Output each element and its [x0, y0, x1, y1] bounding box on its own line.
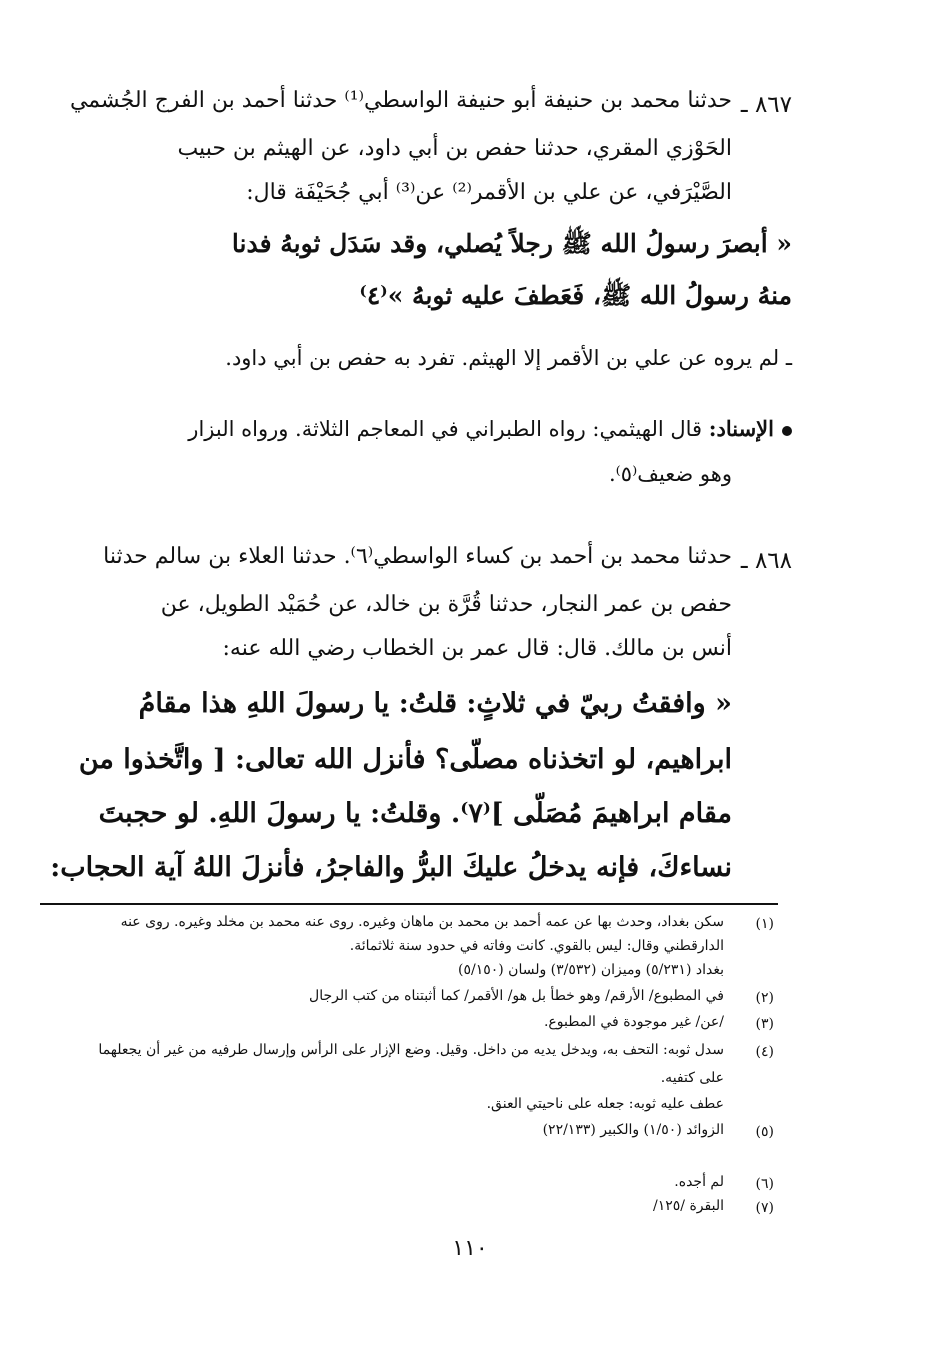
- footnote-number: (٦): [755, 1176, 774, 1192]
- isnad-grading-cont: وهو ضعيف⁽٥⁾.: [608, 462, 732, 486]
- footnote-number: (٥): [755, 1124, 774, 1140]
- page-number: ١١٠: [452, 1236, 488, 1261]
- footnote-line: على كتفيه.: [660, 1070, 724, 1086]
- isnad-line: الصَّيْرَفي، عن علي بن الأقمر⁽²⁾ عن⁽³⁾ أبي جُحَيْفَة قال:: [246, 180, 732, 205]
- footnote-line: سكن بغداد، وحدث بها عن عمه أحمد بن محمد بن ماهان وغيره. روى عنه محمد بن مخلد وغيره. روى عنه: [120, 914, 724, 930]
- hadith-number: ٨٦٨ ـ: [740, 548, 792, 574]
- footnote-number: (٧): [755, 1200, 774, 1216]
- isnad-line: حدثنا محمد بن حنيفة أبو حنيفة الواسطي⁽¹⁾ حدثنا أحمد بن الفرج الجُشمي: [69, 88, 732, 113]
- footnote-line: الزوائد (١/٥٠) والكبير (٢٢/١٣٣): [542, 1122, 724, 1138]
- footnote-line: البقرة /١٢٥/: [653, 1198, 724, 1214]
- matn-line: « وافقتُ ربيّ في ثلاثٍ: قلتُ: يا رسولَ اللهِ هذا مقامُ: [138, 688, 732, 719]
- footnote-number: (٣): [755, 1016, 774, 1032]
- isnad-line: أنس بن مالك. قال: قال عمر بن الخطاب رضي الله عنه:: [222, 636, 732, 661]
- footnote-line: في المطبوع/ الأرقم/ وهو خطأ بل هو/ الأقمر/ كما أثبتناه من كتب الرجال: [309, 988, 724, 1004]
- footnote-line: الدارقطني وقال: ليس بالقوي. كانت وفاته في حدود سنة ثلاثمائة.: [349, 938, 724, 954]
- matn-line: مقام ابراهيمَ مُصَلّى ]⁽٧⁾. وقلتُ: يا رسولَ اللهِ. لو حجبتَ: [98, 798, 732, 829]
- footnote-number: (٢): [755, 990, 774, 1006]
- isnad-grading: [188, 416, 792, 441]
- matn-line: « أبصرَ رسولُ الله ﷺ رجلاً يُصلي، وقد سَدَل ثوبهُ فدنا: [231, 229, 792, 258]
- isnad-text: قال الهيثمي: رواه الطبراني في المعاجم الثلاثة. ورواه البزار: [188, 417, 703, 441]
- footnote-separator: [40, 903, 778, 905]
- footnote-line: سدل ثوبه: التحف به، ويدخل يديه من داخل. وقيل. وضع الإزار على الرأس وإرسال طرفيه من غير أن يجعلهما: [98, 1042, 724, 1058]
- bullet-icon: [782, 426, 792, 436]
- matn-line: نساءكَ، فإنه يدخلُ عليكَ البرُّ والفاجرُ، فأنزلَ اللهُ آية الحجاب:: [50, 852, 732, 883]
- matn-line: منهُ رسولُ الله ﷺ، فَعَطفَ عليه ثوبهُ »⁽٤⁾: [359, 281, 792, 310]
- footnote-line: بغداد (٥/٢٣١) وميزان (٣/٥٣٢) ولسان (٥/١٥٠): [457, 962, 724, 978]
- isnad-line: حدثنا محمد بن أحمد بن كساء الواسطي⁽٦⁾. حدثنا العلاء بن سالم حدثنا: [103, 544, 732, 569]
- matn-line: ابراهيم، لو اتخذناه مصلّى؟ فأنزل الله تعالى: [ واتَّخذوا من: [78, 744, 732, 775]
- riwaya-note: ـ لم يروه عن علي بن الأقمر إلا الهيثم. تفرد به حفص بن أبي داود.: [225, 346, 792, 370]
- isnad-line: الحَوْزي المقري، حدثنا حفص بن أبي داود، عن الهيثم بن حبيب: [177, 136, 732, 161]
- footnote-line: لم أجده.: [674, 1174, 724, 1190]
- isnad-line: حفص بن عمر النجار، حدثنا قُرَّة بن خالد، عن حُمَيْد الطويل، عن: [160, 592, 732, 617]
- isnad-label: الإسناد:: [708, 416, 774, 441]
- footnote-line: /عن/ غير موجودة في المطبوع.: [543, 1014, 724, 1030]
- footnote-number: (١): [755, 916, 774, 932]
- hadith-number: ٨٦٧ ـ: [740, 92, 792, 118]
- footnote-number: (٤): [755, 1044, 774, 1060]
- footnote-line: عطف عليه ثوبه: جعله على ناحيتي العنق.: [486, 1096, 724, 1112]
